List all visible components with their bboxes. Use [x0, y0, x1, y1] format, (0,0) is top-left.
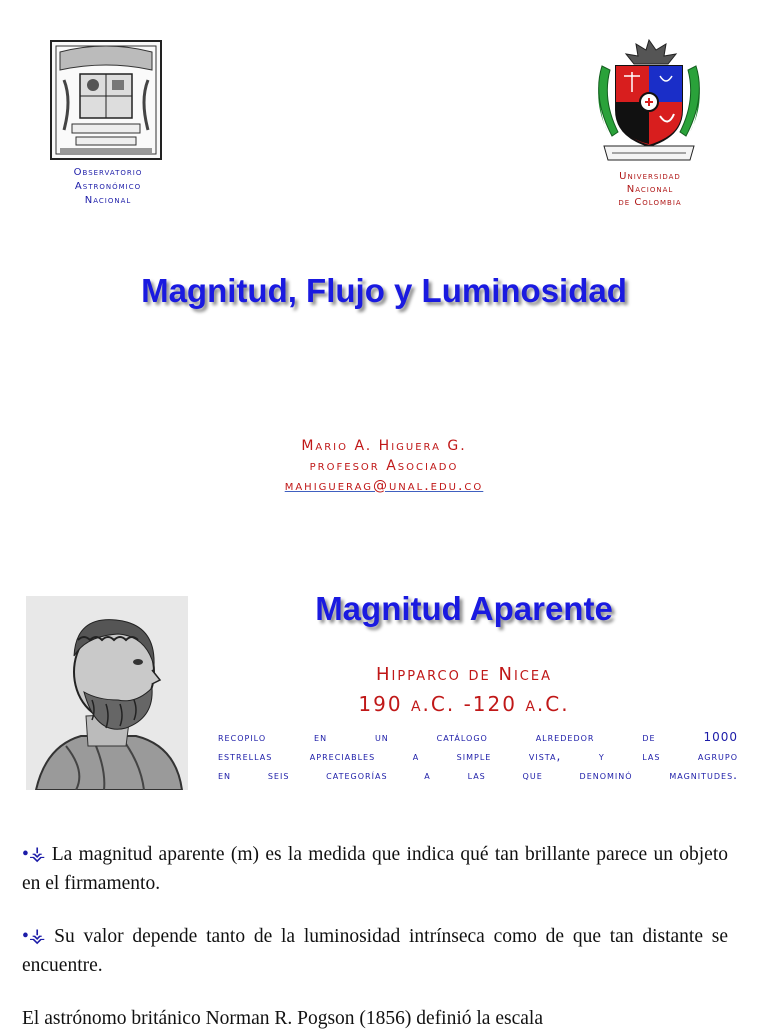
- bullet-paragraph: [22, 1004, 746, 1033]
- bullet-mark: •: [22, 844, 29, 865]
- author-email-link[interactable]: mahiguerag@unal.edu.co: [284, 478, 484, 494]
- person-name: Hipparco de Nicea: [376, 664, 552, 685]
- observatorio-caption: [40, 166, 176, 208]
- observatorio-seal-logo: [50, 40, 162, 160]
- section-title: Magnitud Aparente: [315, 590, 613, 627]
- author-block: [0, 436, 768, 496]
- bullet-text: La magnitud aparente (m) es la medida que indica qué tan brillante parece un objeto en el firmamento.: [22, 844, 729, 894]
- universidad-caption: [590, 170, 710, 209]
- bullet-paragraph: [22, 840, 728, 898]
- universidad-coat-of-arms-logo: [594, 36, 704, 166]
- caption-line: Observatorio: [73, 167, 143, 178]
- ornament-icon: ⚶: [28, 844, 46, 865]
- page-title: Magnitud, Flujo y Luminosidad: [141, 272, 627, 309]
- person-description: [218, 728, 738, 785]
- bullet-paragraph: [22, 922, 728, 980]
- bullet-mark: •: [22, 926, 29, 947]
- description-line: estrellas apreciables a simple vista, y las agrupo: [218, 749, 738, 763]
- description-line: recopilo en un catálogo alrededor de 1000: [218, 730, 738, 744]
- person-dates: 190 a.C. -120 a.C.: [358, 692, 570, 716]
- ornament-icon: ⚶: [28, 926, 46, 947]
- author-role: profesor Asociado: [309, 458, 459, 474]
- author-name: Mario A. Higuera G.: [301, 438, 467, 454]
- caption-line: de Colombia: [618, 197, 682, 208]
- hipparchus-portrait: [26, 596, 188, 790]
- caption-line: Universidad: [619, 171, 681, 182]
- caption-line: Nacional: [84, 195, 132, 206]
- caption-line: Astronómico: [74, 181, 142, 192]
- bullet-text: El astrónomo británico Norman R. Pogson (1856) definió la escala: [22, 1008, 543, 1029]
- bullet-text: Su valor depende tanto de la luminosidad intrínseca como de que tan distante se encuentre.: [22, 926, 728, 976]
- description-line: en seis categorías a las que denominó magnitudes.: [218, 768, 738, 782]
- caption-line: Nacional: [626, 184, 674, 195]
